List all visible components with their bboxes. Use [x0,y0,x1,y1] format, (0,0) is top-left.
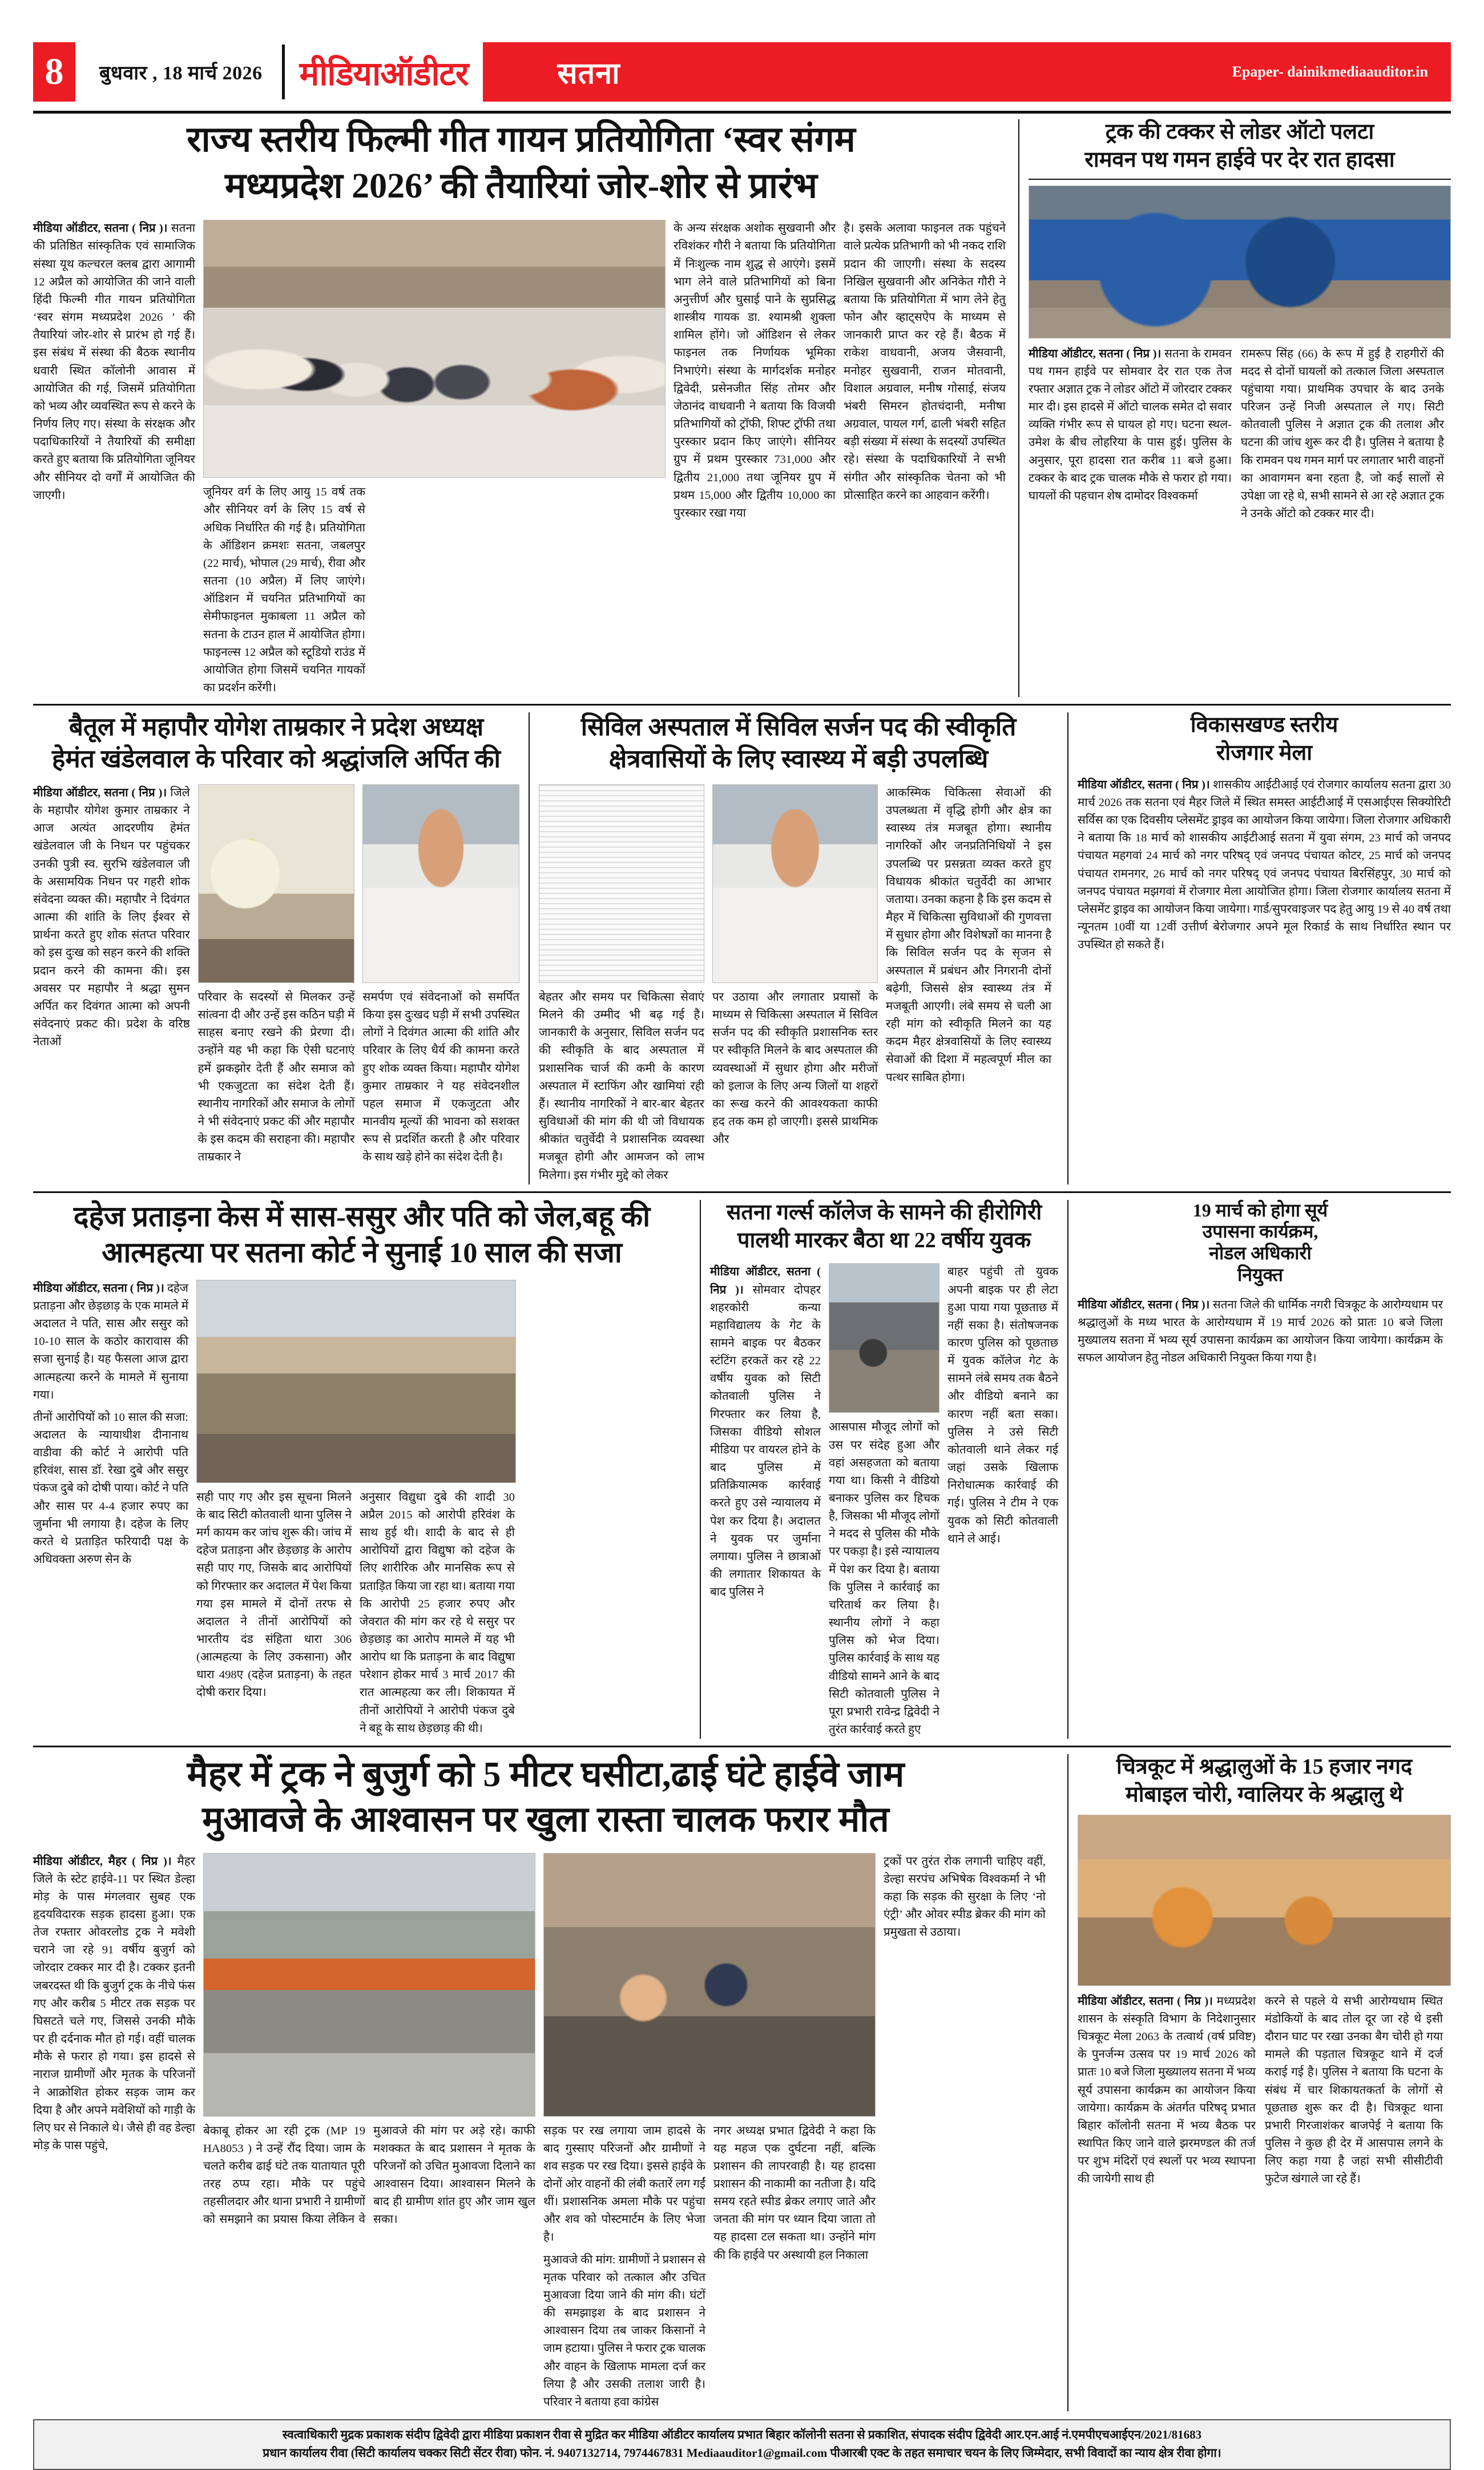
rozgar-byline: मीडिया ऑडीटर, सतना ( निप्र )। [1078,778,1210,791]
hospital-headline-line1: सिविल अस्पताल में सिविल सर्जन पद की स्वीकृति [580,713,1017,742]
heroin-col2-text: आसपास मौजूद लोगों को उस पर संदेह हुआ और वहां असहजता को बताया गया था। किसी ने वीडियो बनाकर पुलिस कर हिचक है, जिसका भी मौजूद लोगों ने मदद से पुलिस की मौके पर पकड़ा है। इसे न्यायालय में पेश कर दिया है। बताया कि पुलिस ने कार्रवाई का चरितार्थ कर लिया है। स्थानीय लोगों ने कहा पुलिस को भेज दिया। पुलिस कार्रवाई के साथ यह वीडियो सामने आने के बाद सिटी कोतवाली पुलिस ने पूरा प्रभारी रावेन्द्र द्विवेदी ने तुरंत कार्रवाई करते हुए [829,1421,939,1736]
tribute-col-1 [33,784,190,1167]
truck-col-2 [1241,345,1444,523]
dowry-headline-line1: दहेज प्रताड़ना केस में सास-ससुर और पति को जेल,बहू की [73,1200,651,1232]
tribute-photo-secondary [362,784,519,983]
chitrakoot-byline: मीडिया ऑडीटर, सतना ( निप्र )। [1078,1994,1213,2008]
tribute-photo-block [198,784,355,1167]
hospital-col-3 [886,784,1051,1184]
truck-col2-text: रामरूप सिंह (66) के रूप में हुई है राहगीरों की मदद से दोनों घायलों को तत्काल जिला अस्पताल पहुंचाया गया। प्राथमिक उपचार के बाद उनके परिजन उन्हें निजी अस्पताल ले गए। सिटी कोतवाली पुलिस ने अज्ञात ट्रक की तलाश और घटना की जांच शुरू कर दी है। पुलिस ने बताया है कि रामवन पथ गमन मार्ग पर लगातार भारी वाहनों का आवागमन बना रहता है, जो कई सालों से उपेक्षा जा रहे थे, सभी सामने से आ रहे अज्ञात ट्रक ने उनके ऑटो को टक्कर मार दी। [1241,347,1444,521]
tribute-headline-line1: बैतूल में महापौर योगेश ताम्रकार ने प्रदेश अध्यक्ष [68,713,484,742]
footer-line-2: प्रधान कार्यालय रीवा (सिटी कार्यालय चक्कर सिटी सेंटर रीवा) फोन. नं. 9407132714, 7974467831 Mediaauditor1@gmail.com पीआरबी एक्ट के तहत समाचार चयन के लिए जिम्मेदार, सभी विवादों का न्याय क्षेत्र रीवा होगा। [263,2445,1221,2460]
hospital-col3-text: आकस्मिक चिकित्सा सेवाओं की उपलब्धता में वृद्धि होगी और क्षेत्र का स्वास्थ्य तंत्र मजबूत होगा। स्थानीय नागरिकों और जनप्रतिनिधियों ने इस उपलब्धि पर प्रसन्नता व्यक्त करते हुए विधायक श्रीकांत चतुर्वेदी का आभार जताया। उनका कहना है कि इस कदम से मैहर में चिकित्सा सुविधाओं की गुणवत्ता में सुधार होगा और विशेषज्ञों का मानना है कि सिविल सर्जन पद के सृजन से अस्पताल में प्रबंधन और निगरानी दोनों बढ़ेगी, जिससे क्षेत्र स्वास्थ्य तंत्र में मजबूती आएगी। लंबे समय से चली आ रही मांग को स्वीकृति मिलने का यह कदम मैहर क्षेत्रवासियों के लिए स्वास्थ्य सेवाओं की दिशा में महत्वपूर्ण मील का पत्थर साबित होगा। [886,787,1051,1084]
tribute-photo [198,784,355,983]
swar-sangam-byline: मीडिया ऑडीटर, सतना ( निप्र )। [33,222,168,235]
heroin-col-3 [947,1263,1058,1739]
dowry-court-photo [196,1280,516,1483]
masthead-bottom-rule [33,111,1451,114]
hospital-document-photo [539,784,704,983]
tribute-col1-text: जिले के महापौर योगेश कुमार ताम्रकार ने आज अत्यंत आदरणीय हेमंत खंडेलवाल जी के निधन पर पहुंचकर उनकी पुत्री स्व. सुरभि खंडेलवाल जी के असामयिक निधन पर गहरी शोक संवेदना व्यक्त की। महापौर ने दिवंगत आत्मा की शांति के लिए ईश्वर से प्रार्थना करते हुए शोक संतप्त परिवार को इस दुःख को सहन करने की शक्ति प्रदान करने की कामना की। इस अवसर पर महापौर ने श्रद्धा सुमन अर्पित कर दिवंगत आत्मा को अपनी संवेदनाएं प्रकट की। प्रदेश के वरिष्ठ नेताओं [33,787,190,1049]
truck-col-1 [1029,345,1232,523]
maihar-headline-line1: मैहर में ट्रक ने बुजुर्ग को 5 मीटर घसीटा,ढाई घंटे हाईवे जाम [187,1755,905,1795]
page-footer [33,2419,1451,2470]
band-three [33,1200,1451,1739]
heroin-photo-block [829,1263,939,1739]
band2-bottom-rule [33,1191,1451,1193]
article-civil-hospital [530,712,1067,1184]
maihar-photo-protest-block [543,1853,876,2412]
swar-sangam-col-1 [33,220,195,697]
chitrakoot-headline-line1: चित्रकूट में श्रद्धालुओं के 15 हजार नगद [1116,1755,1413,1779]
sun-headline-line4: नियुक्त [1237,1264,1283,1285]
truck-photo [1029,186,1451,339]
band-two [33,712,1451,1184]
maihar-protest-photo [543,1853,876,2117]
maihar-col3b-text: मुआवजे की मांग: ग्रामीणों ने प्रशासन से मृतक परिवार को तत्काल और उचित मुआवजा दिया जाने की मांग की। घंटों की समझाइश के बाद प्रशासन ने आश्वासन दिया तब जाकर किसानों ने जाम हटाया। पुलिस ने फरार ट्रक चालक और वाहन के खिलाफ मामला दर्ज कर लिया है और उसकी तलाश जारी है। परिवार ने बताया हवा कांग्रेस [543,2253,705,2408]
swar-sangam-col4-text: है। इसके अलावा फाइनल तक पहुंचने वाले प्रत्येक प्रतिभागी को भी नकद राशि प्रदान की जाएगी। संस्था के सदस्य निखिल सुखवानी और अनिकेत गौरी ने बताया कि प्रतियोगिता में भाग लेने हेतु फोन और व्हाट्सऐप के माध्यम से जानकारी प्राप्त कर रहे हैं। बैठक में राकेश वाधवानी, अजय जैसवानी, मनोहर सुखवानी, राजन मोतवानी, विशाल अग्रवाल, मनीष गोसाई, संजय भंबरी सिमरन होतचंदानी, मनीषा अग्रवाल, पायल गर्ग, ढाली भंबरी सहित बड़ी संख्या में संस्था के सदस्यों उपस्थित रहे। संस्था के पदाधिकारियों ने सभी संगीत और सांस्कृतिक चेतना को भी प्रोत्साहित करने का आहवान करेंगी। [844,222,1006,502]
dowry-col2b-text: अनुसार विद्युधा दुबे की शादी 30 अप्रैल 2015 को आरोपी हरिवंश के साथ हुई थी। शादी के बाद से ही आरोपियों द्वारा विद्युषा को दहेज के लिए शारीरिक और मानसिक रूप से प्रताड़ित किया जा रहा था। बताया गया कि आरोपी 25 हजार रुपए और जेवरात की मांग कर रहे थे ससुर पर छेड़छाड़ का आरोप मामले में यह भी आरोप था कि प्रताड़ना के बाद विद्युषा परेशान होकर मार्च 3 मार्च 2017 की रात आत्महत्या कर ली। शिकायत में तीनों आरोपियों ने आरोपी पंकज दुबे ने बहू के साथ छेड़छाड़ की थी। [360,1490,515,1735]
band1-bottom-rule [33,704,1451,706]
band-four [33,1754,1451,2411]
maihar-byline: मीडिया ऑडीटर, मैहर ( निप्र )। [33,1855,172,1868]
heroin-col1-text: सोमवार दोपहर शहरकोरी कन्या महाविद्यालय के गेट के सामने बाइक पर बैठकर स्टंटिंग हरकतें कर रहे 22 वर्षीय युवक को सिटी कोतवाली पुलिस ने गिरफ्तार कर लिया है, जिसका वीडियो सोशल मीडिया पर वायरल होने के बाद पुलिस में प्रतिक्रियात्मक कार्रवाई करते हुए उसे न्यायालय में पेश कर दिया है। अदालत ने युवक पर जुर्माना लगाया। पुलिस ने छात्राओं की लगातार शिकायत के बाद पुलिस ने [710,1283,821,1599]
article-truck-accident [1019,119,1451,697]
tribute-col2-text: परिवार के सदस्यों से मिलकर उन्हें सांत्वना दी और उन्हें इस कठिन घड़ी में साहस बनाए रखने की प्रेरणा दी। उन्होंने यह भी कहा कि ऐसी घटनाएं हमें झकझोर देती हैं और समाज को भी एकजुटता का संदेश देती हैं। स्थानीय नागरिकों और समाज के लोगों ने भी संवेदनाएं प्रकट कीं और महापौर के इस कदम की सराहना की। महापौर ताम्रकार ने [197,991,355,1164]
maihar-col-5 [884,1853,1046,2412]
swar-sangam-col1-text: सतना की प्रतिष्ठित सांस्कृतिक एवं सामाजिक संस्था यूथ कल्चरल क्लब द्वारा आगामी 12 अप्रैल को आयोजित की जाने वाली हिंदी फिल्मी गीत गायन प्रतियोगिता ‘स्वर संगम मध्यप्रदेश 2026 ’ की तैयारियां जोर-शोर से प्रारंभ हो गई हैं। इस संबंध में संस्था की बैठक स्थानीय धवारी स्थित कॉलोनी आवास में आयोजित की गई, जिसमें प्रतियोगिता को भव्य और व्यवस्थित रूप से करने के निर्णय लिए गए। संस्था के संरक्षक और पदाधिकारियों ने तैयारियों की समीक्षा करते हुए बताया कि प्रतियोगिता जूनियर और सीनियर दो वर्गों में आयोजित की जाएगी। [33,222,196,502]
article-sun-worship [1068,1200,1443,1739]
masthead-logo: मीडियाऑडीटर [299,55,469,92]
maihar-col1-text: मैहर जिले के स्टेट हाईवे-11 पर स्थित डेल्हा मोड़ के पास मंगलवार सुबह एक हृदयविदारक सड़क हादसा हुआ। एक तेज रफ्तार ओवरलोड ट्रक ने मवेशी चराने जा रहे 91 वर्षीय बुजुर्ग को जोरदार टक्कर मार दी है। टक्कर इतनी जबरदस्त थी कि बुजुर्ग ट्रक के नीचे फंस गए और करीब 5 मीटर तक सड़क पर घिसटते चले गए, जिससे उनकी मौके पर ही दर्दनाक मौत हो गई। वहीं चालक मौके से फरार हो गया। इस हादसे से नाराज ग्रामीणों और मृतक के परिजनों ने आक्रोशित होकर सड़क जाम कर दिया है और अपने मवेशियों को गाड़ी के लिए घर से निकाले थे। जैसे ही वह डेल्हा मोड़ के पास पहुंचे, [33,1855,195,2152]
heroin-col3-text: बाहर पहुंची तो युवक अपनी बाइक पर ही लेटा हुआ पाया गया पूछताछ में नहीं सका है। संतोषजनक कारण पुलिस को पूछताछ में युवक कॉलेज गेट के सामने लंबे समय तक बैठने और वीडियो बनाने का कारण नहीं बता सका। पुलिस ने उसे सिटी कोतवाली थाने लेकर गई जहां उसके खिलाफ निरोधात्मक कार्रवाई की गई। पुलिस ने टीम ने एक युवक को सिटी कोतवाली थाने ले आई। [947,1266,1058,1545]
chitrakoot-col-2 [1265,1993,1443,2189]
tribute-col3-text: समर्पण एवं संवेदनाओं को समर्पित किया इस दुःखद घड़ी में सभी उपस्थित लोगों ने दिवंगत आत्मा की शांति और परिवार के लिए धैर्य की कामना करते हुए शोक व्यक्त किया। महापौर योगेश कुमार ताम्रकार ने यह संवेदनशील पहल समाज में एकजुटता और मानवीय मूल्यों की भावना को सशक्त रूप से प्रदर्शित करती है और परिवार के साथ खड़े होने का संदेश देती है। [362,991,520,1164]
hospital-col-1 [539,784,704,1184]
sun-byline: मीडिया ऑडीटर, सतना ( निप्र )। [1078,1298,1210,1311]
chitrakoot-col-1 [1078,1993,1256,2189]
maihar-col3-text: सड़क पर रख लगाया जाम हादसे के बाद गुस्साए परिजनों और ग्रामीणों ने शव सड़क पर रख दिया। इससे हाईवे के दोनों ओर वाहनों की लंबी कतारें लग गईं थीं। प्रशासनिक अमला मौके पर पहुंचा और शव को पोस्टमार्टम के लिए भेजा है। [543,2124,705,2244]
hospital-col2-text: पर उठाया और लगातार प्रयासों के माध्यम से चिकित्सा अस्पताल में सिविल सर्जन पद की स्वीकृति प्रशासनिक स्तर पर स्वीकृति मिलने के बाद अस्पताल की व्यवस्थाओं में सुधार होगा और मरीजों को इलाज के लिए अन्य जिलों या शहरों का रूख करने की आवश्यकता काफी हद तक कम हो जाएगी। इससे प्राथमिक और [712,991,878,1146]
swar-sangam-photo-block [203,220,666,697]
chitrakoot-col2-text: करने से पहले ये सभी आरोग्यधाम स्थित मंडोकियों के बाद तोल दूर जा रहे थे इसी दौरान घाट पर रखा उनका बैग चोरी हो गया मामले की पड़ताल चित्रकूट थाने में दर्ज कराई गई है। पुलिस ने बताया कि घटना के संबंध में चार शिकायतकर्ता के लोगों से पूछताछ शुरू कर दी है। चित्रकूट थाना प्रभारी गिरजाशंकर बाजपेई ने बताया कि पुलिस ने कुछ ही देर में आसपास लगने के लिए कहा गया है जहां सभी सीसीटीवी फुटेज खंगाले जा रहे हैं। [1265,1994,1443,2186]
newspaper-page [0,37,1484,2460]
hospital-col1-text: बेहतर और समय पर चिकित्सा सेवाएं मिलने की उम्मीद भी बढ़ गई है। जानकारी के अनुसार, सिविल सर्जन पद की स्वीकृति के बाद अस्पताल में प्रशासनिक चार्ज की कमी के कारण अस्पताल में स्टाफिंग और खामियां रही हैं। स्थानीय नागरिकों ने बार-बार बेहतर सुविधाओं की मांग की थी जो विधायक श्रीकांत चतुर्वेदी ने प्रशासनिक व्यवस्था मजबूत होगी और आमजन को लाभ मिलेगा। इस गंभीर मुद्दे को लेकर [539,991,704,1182]
dowry-col1b-text: तीनों आरोपियों को 10 साल की सजा: अदालत के न्यायाधीश दीनानाथ वाडीवा की कोर्ट ने आरोपी पति हरिवंश, सास डॉ. रेखा दुबे और ससुर पंकज दुबे को दोषी पाया। कोर्ट ने पति और सास पर 4-4 हजार रुपए का जुर्माना भी लगाया है। दहेज के लिए करते थे प्रताड़ित फरियादी पक्ष के अधिवक्ता अरुण सेन के [33,1411,188,1566]
hospital-person-photo [712,784,878,983]
article-heroin-stunt [701,1200,1067,1739]
sun-headline-line1: 19 मार्च को होगा सूर्य [1192,1199,1328,1220]
truck-byline: मीडिया ऑडीटर, सतना ( निप्र )। [1029,347,1162,360]
rozgar-headline-line1: विकासखण्ड स्तरीय [1190,713,1338,738]
truck-col1-text: सतना के रामवन पथ गमन हाईवे पर सोमवार देर रात एक तेज रफ्तार अज्ञात ट्रक ने लोडर ऑटो में जोरदार टक्कर मार दी। इस हादसे में ऑटो चालक समेत दो सवार व्यक्ति गंभीर रूप से घायल हो गए। घटना स्थल- उमेश के बीच लोहरिया के पास हुई। पुलिस के अनुसार, पूरा हादसा रात करीब 11 बजे हुआ। टक्कर के बाद ट्रक चालक मौके से फरार हो गया। घायलों की पहचान शेष दामोदर विश्वकर्मा [1029,347,1232,502]
chitrakoot-headline-line2: मोबाइल चोरी, ग्वालियर के श्रद्धालु थे [1125,1783,1404,1807]
masthead [33,37,1451,107]
masthead-date: बुधवार , 18 मार्च 2026 [99,63,263,84]
truck-rule [1029,179,1451,180]
tribute-col-3 [362,784,519,1167]
swar-sangam-photo [203,220,666,478]
maihar-photo-jam-block [203,1853,535,2412]
dowry-photo-block [196,1280,516,1738]
dowry-col-3 [524,1280,679,1738]
heroin-col-1 [710,1263,821,1739]
sun-headline-line3: नोडल अधिकारी [1209,1243,1312,1264]
swar-sangam-col3-text: के अन्य संरक्षक अशोक सुखवानी और रविशंकर गौरी ने बताया कि प्रतियोगिता में निःशुल्क नाम शुद्ध से आएंगे। इसमें भाग लेने वाले प्रतिभागियों को बिना अनुत्तीर्ण और घुसाई पाने के सुप्रसिद्ध शास्त्रीय गायक डा. श्यामश्री शुक्ला शामिल होंगे। जो ऑडिशन से लेकर फाइनल तक निर्णायक भूमिका निभाएंगे। संस्था के मार्गदर्शक मनोहर द्विवेदी, प्रसेनजीत सिंह तोमर और जेठानंद वाधवानी ने बताया कि विजयी प्रतिभागियों को ट्रॉफी, शिफ्ट ट्रॉफी तथा पुरस्कार प्रदान किए जाएंगे। सीनियर ग्रुप में प्रथम पुरस्कार 731,000 और द्वितीय 21,000 तथा जूनियर ग्रुप में प्रथम 15,000 और द्वितीय 10,000 का पुरस्कार रखा गया [674,222,836,519]
hospital-col-2 [712,784,878,1184]
heroin-street-photo [829,1263,939,1413]
dowry-col1-text: दहेज प्रताड़ना और छेड़छाड़ के एक मामले में अदालत ने पति, सास और ससुर को 10-10 साल के कठोर कारावास की सजा सुनाई है। यह फैसला आज द्वारा आत्महत्या करने के मामले में सुनाया गया। [33,1282,189,1401]
rozgar-col1-text: शासकीय आईटीआई एवं रोजगार कार्यालय सतना द्वारा 30 मार्च 2026 तक सतना एवं मैहर जिले में स्थित समस्त आईटीआई में एसआईएस सिक्योरिटी सर्विस का एक दिवसीय प्लेसमेंट ड्राइव का आयोजन किया जायेगा। जिला रोजगार अधिकारी ने बताया कि 18 मार्च को शासकीय आईटीआई सतना में युवा संगम, 23 मार्च को जनपद पंचायत महगवां 24 मार्च को नगर परिषद् एवं जनपद पंचायत कोटर, 25 मार्च को जनपद पंचायत रामनगर, 26 मार्च को नगर परिषद् एवं जनपद पंचायत बिरसिंहपुर, 30 मार्च को जनपद पंचायत मझगवां में रोजगार मेला आयोजित होगा। जिला रोजगार कार्यालय सतना में प्लेसमेंट ड्राइव का आयोजन किया जायेगा। गार्ड/सुपरवाइजर पद हेतु आयु 19 से 40 वर्ष तथा न्यूनतम 10वीं या 12वीं उत्तीर्ण बेरोजगार अपने मूल रिकार्ड के साथ निर्धारित स्थान पर उपस्थित हो सकते हैं। [1078,778,1451,952]
masthead-epaper-url: Epaper- dainikmediaauditor.in [1232,63,1428,80]
sun-headline-line2: उपासना कार्यक्रम, [1202,1221,1318,1242]
band3-bottom-rule [33,1746,1451,1747]
maihar-col4-text: नगर अध्यक्ष प्रभात द्विवेदी ने कहा कि यह महज एक दुर्घटना नहीं, बल्कि प्रशासन की लापरवाही है। यह हादसा प्रशासन की नाकामी का नतीजा है। यदि समय रहते स्पीड ब्रेकर लगाए जाते और जनता की मांग पर ध्यान दिया जाता तो यह हादसा टल सकता था। उन्होंने मांग की कि हाईवे पर अस्थायी हल निकाला [713,2124,876,2262]
maihar-col2-text: बेकाबू होकर आ रही ट्रक (MP 19 HA8053 ) ने उन्हें रौंद दिया। जाम के चलते करीब ढाई घंटे तक यातायात पूरी तरह ठप्प रहा। मौके पर पहुंचे तहसीलदार और थाना प्रभारी ने ग्रामीणों को समझाने का प्रयास किया लेकिन वे मुआवजे की मांग पर अड़े रहे। काफी मशक्कत के बाद प्रशासन ने मृतक के परिजनों को उचित मुआवजा दिलाने का आश्वासन दिया। आश्वासन मिलने के बाद ही ग्रामीण शांत हुए और जाम खुल सका। [203,2124,535,2226]
swar-sangam-col-4 [844,220,1006,697]
maihar-col-1 [33,1853,195,2412]
maihar-traffic-jam-photo [203,1853,535,2117]
dowry-headline-line2: आत्महत्या पर सतना कोर्ट ने सुनाई 10 साल की सजा [102,1236,622,1268]
article-swar-sangam [33,119,1018,697]
page-number-badge: 8 [33,42,75,102]
heroin-headline-line2: पालथी मारकर बैठा था 22 वर्षीय युवक [737,1228,1031,1252]
rozgar-headline-line2: रोजगार मेला [1216,741,1313,765]
chitrakoot-col1-text: मध्यप्रदेश शासन के संस्कृति विभाग के निदेशानुसार चित्रकूट मेला 2063 के तत्वार्थ (वर्ष प्रविष्ट) के पुनर्जन्म उत्सव पर 19 मार्च 2026 को प्रातः 10 बजे जिला मुख्यालय सतना में भव्य सूर्य उपासना कार्यक्रम का आयोजन किया जायेगा। कार्यक्रम के अंतर्गत परिषद् प्रभात बिहार कॉलोनी सतना में भव्य बैठक पर स्थापित किए जाने वाले झरमण्डल की तर्ज पर शुभ मंदिरों एवं स्थलों पर भव्य स्थापना की जायेगी साथ ही [1078,1994,1256,2186]
maihar-col5-text: ट्रकों पर तुरंत रोक लगानी चाहिए वहीं, डेल्हा सरपंच अभिषेक विश्वकर्मा ने भी कहा कि सड़क की सुरक्षा के लिए ‘नो एंट्री’ और ओवर स्पीड ब्रेकर की मांग को प्रमुखता से उठाया। [884,1855,1046,1939]
tribute-headline-line2: हेमंत खंडेलवाल के परिवार को श्रद्धांजलि अर्पित की [52,745,501,773]
maihar-headline-line2: मुआवजे के आश्वासन पर खुला रास्ता चालक फरार मौत [202,1800,889,1840]
masthead-red-bar [483,42,1451,102]
article-maihar-truck [33,1754,1067,2411]
heroin-byline: मीडिया ऑडीटर, सतना ( निप्र )। [710,1266,821,1296]
article-dowry-case [33,1200,700,1739]
tribute-byline: मीडिया ऑडीटर, सतना ( निप्र )। [33,787,167,799]
sun-col1-text: सतना जिले की धार्मिक नगरी चित्रकूट के आरोग्यधाम पर श्रद्धालुओं के मध्य भारत के आरोग्यधाम में 19 मार्च 2026 को प्रातः 10 बजे जिला मुख्यालय सतना में भव्य सूर्य उपासना कार्यक्रम का आयोजन किया जायेगा। कार्यक्रम के सफल आयोजन हेतु नोडल अधिकारी नियुक्त किया गया है। [1078,1298,1443,1365]
heroin-headline-line1: सतना गर्ल्स कॉलेज के सामने की हीरोगिरी [726,1200,1042,1224]
dowry-byline: मीडिया ऑडीटर, सतना ( निप्र )। [33,1282,164,1295]
truck-headline-line2: रामवन पथ गमन हाईवे पर देर रात हादसा [1084,147,1395,172]
swar-sangam-headline-line1: राज्य स्तरीय फिल्मी गीत गायन प्रतियोगिता ‘स्वर संगम [187,120,856,159]
swar-sangam-col-3 [674,220,836,697]
swar-sangam-headline-line2: मध्यप्रदेश 2026’ की तैयारियां जोर-शोर से प्रारंभ [224,167,818,206]
article-chitrakoot-theft [1068,1754,1451,2411]
dowry-col2-text: सही पाए गए और इस सूचना मिलने के बाद सिटी कोतवाली थाना पुलिस ने मर्ग कायम कर जांच शुरू की। जांच में दहेज प्रताड़ना और छेड़छाड़ के आरोप सही पाए गए, जिसके बाद आरोपियों को गिरफ्तार कर अदालत में पेश किया गया इस मामले में दोनों तरफ से अदालत ने तीनों आरोपियों को भारतीय दंड संहिता धारा 306 (आत्महत्या के लिए उकसाना) और धारा 498ए (दहेज प्रताड़ना) के तहत दोषी करार दिया। [196,1490,352,1699]
footer-line-1: स्वत्वाधिकारी मुद्रक प्रकाशक संदीप द्विवेदी द्वारा मीडिया प्रकाशन रीवा से मुद्रित कर मीडिया ऑडीटर कार्यालय प्रभात बिहार कॉलोनी सतना से प्रकाशित, संपादक संदीप द्विवेदी आर.एन.आई नं.एमपीएचआईएन/2021/81683 [282,2428,1202,2441]
dowry-col-1 [33,1280,188,1738]
masthead-edition: सतना [557,57,620,90]
swar-sangam-caption-col: जूनियर वर्ग के लिए आयु 15 वर्ष तक और सीनियर वर्ग के लिए 15 वर्ष से अधिक निर्धारित की गई है। प्रतियोगिता के ऑडिशन क्रमशः सतना, जबलपुर (22 मार्च), भोपाल (29 मार्च), रीवा और सतना (10 अप्रैल) में लिए जाएंगे। ऑडिशन में चयनित प्रतिभागियों का सेमीफाइनल मुकाबला 11 अप्रैल को सतना के टाउन हाल में आयोजित होगा। फाइनल्स 12 अप्रैल को स्टूडियो राउंड में आयोजित होगा जिसमें चयनित गायकों का प्रदर्शन करेंगी। [203,486,365,695]
hospital-headline-line2: क्षेत्रवासियों के लिए स्वास्थ्य में बड़ी उपलब्धि [608,745,989,773]
article-rozgar-mela [1068,712,1451,1184]
band-lead [33,119,1451,697]
truck-headline-line1: ट्रक की टक्कर से लोडर ऑटो पलटा [1105,120,1374,144]
chitrakoot-photo [1078,1815,1451,1986]
article-tribute [33,712,529,1184]
